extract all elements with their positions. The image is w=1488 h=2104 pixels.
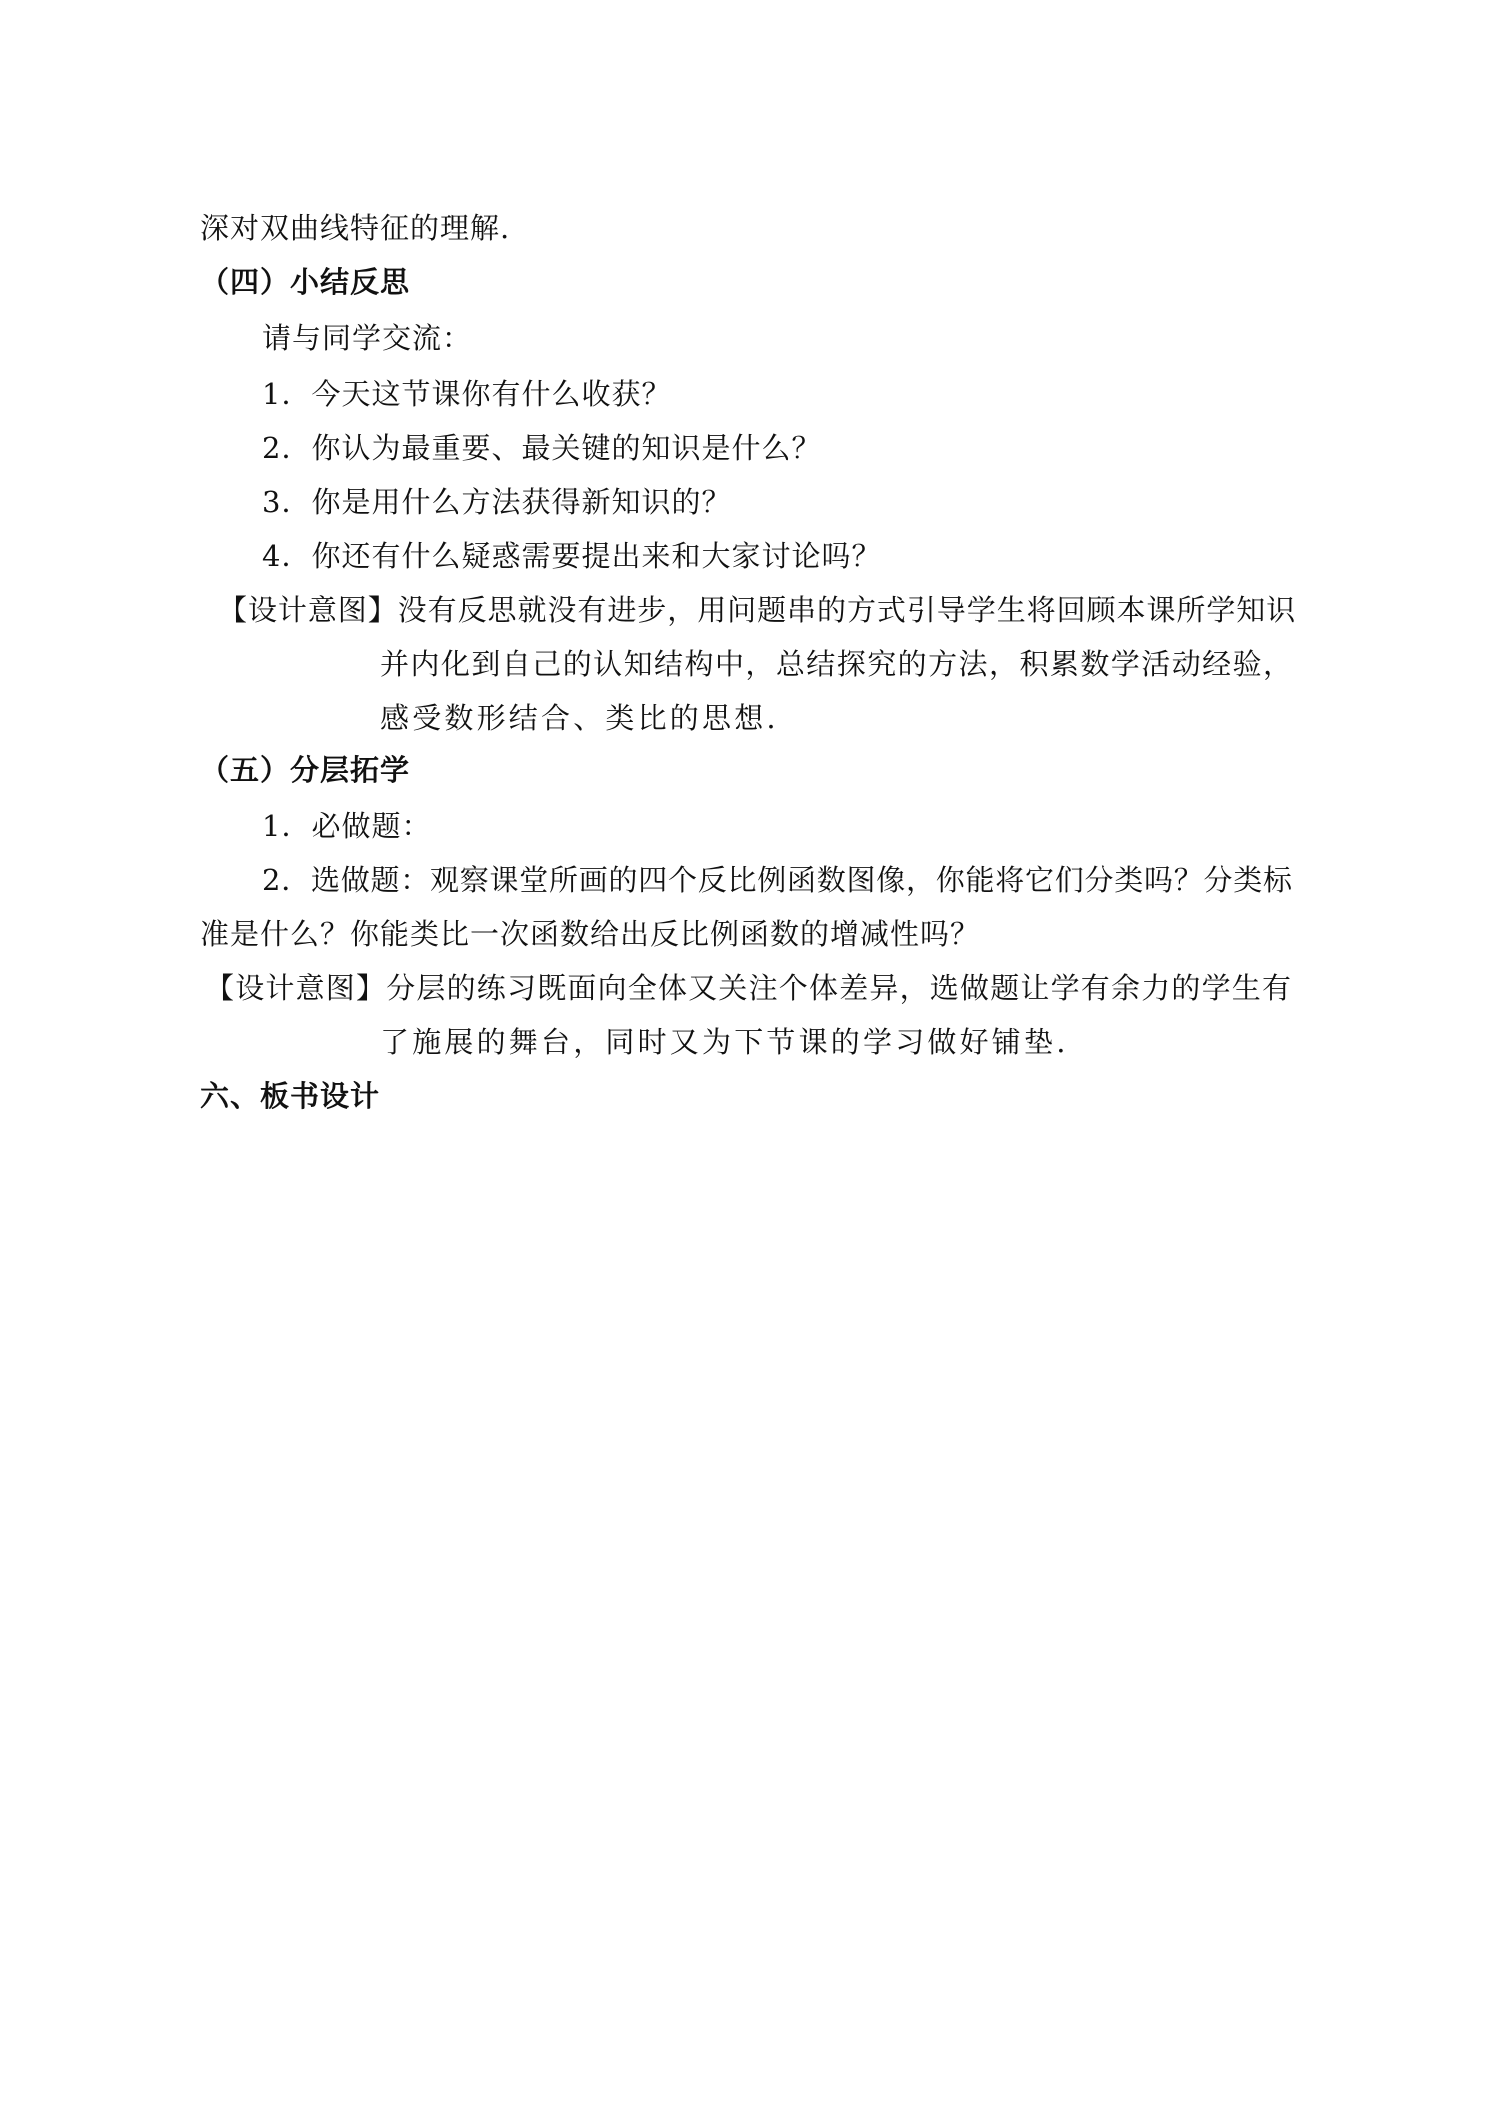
design-intent-text: 分层的练习既面向全体又关注个体差异，选做题让学有余力的学生有 <box>386 971 1293 1005</box>
design-intent-1-line-1 <box>218 590 1296 630</box>
continuation-text: 深对双曲线特征的理解. <box>200 211 511 245</box>
question-3: 3．你是用什么方法获得新知识的？ <box>262 485 732 519</box>
paragraph-intro: 请与同学交流： <box>262 321 473 355</box>
section-heading-board-design: 六、板书设计 <box>200 1079 381 1113</box>
question-1: 1．今天这节课你有什么收获？ <box>262 377 672 411</box>
design-intent-1-line-3: 感受数形结合、类比的思想. <box>380 701 779 735</box>
design-intent-label: 【设计意图】 <box>205 971 387 1005</box>
design-intent-text: 没有反思就没有进步，用问题串的方式引导学生将回顾本课所学知识 <box>397 593 1297 627</box>
design-intent-2-line-1 <box>205 968 1292 1008</box>
homework-optional-line-2: 准是什么？你能类比一次函数给出反比例函数的增减性吗？ <box>200 917 981 951</box>
question-4: 4．你还有什么疑惑需要提出来和大家讨论吗？ <box>262 539 882 573</box>
design-intent-2-line-2: 了施展的舞台，同时又为下节课的学习做好铺垫. <box>380 1025 1069 1059</box>
question-2: 2．你认为最重要、最关键的知识是什么？ <box>262 431 822 465</box>
homework-required: 1．必做题： <box>262 809 432 843</box>
design-intent-1-line-2: 并内化到自己的认知结构中，总结探究的方法，积累数学活动经验， <box>380 647 1294 681</box>
design-intent-label: 【设计意图】 <box>218 593 398 627</box>
section-heading-homework: （五）分层拓学 <box>200 753 411 787</box>
homework-optional-line-1: 2．选做题：观察课堂所画的四个反比例函数图像，你能将它们分类吗？分类标 <box>262 863 1293 897</box>
section-heading-summary: （四）小结反思 <box>200 265 411 299</box>
